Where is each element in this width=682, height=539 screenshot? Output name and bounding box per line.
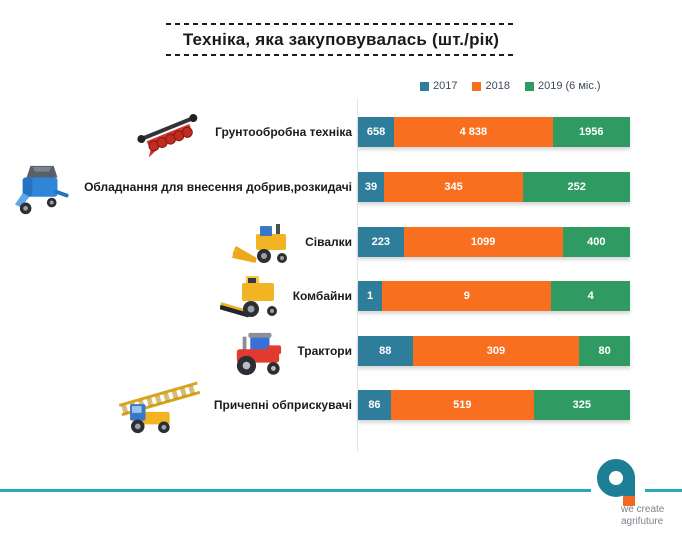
tagline-line2: agrifuture (621, 515, 664, 527)
segment-value: 252 (567, 181, 586, 193)
trailed-sprayer-icon (115, 379, 205, 437)
bar-segment-2017 (358, 227, 404, 257)
chart-row-combines (0, 281, 682, 311)
combine-icon (220, 274, 284, 324)
disc-harrow-icon (134, 112, 206, 158)
bar-segment-2018 (413, 336, 580, 366)
row-label-cell (0, 390, 352, 420)
chart-row-fertilizer-spreaders (0, 172, 682, 202)
bar-segment-2019 (563, 227, 630, 257)
bar-segment-2018 (404, 227, 563, 257)
chart-row-tractors (0, 336, 682, 366)
tagline-line1: we create (621, 504, 665, 515)
tractor-icon (228, 329, 288, 379)
segment-value: 39 (364, 181, 378, 193)
legend-label-2019: 2019 (6 міс.) (537, 80, 601, 92)
chart-row-soil-equipment (0, 117, 682, 147)
bar-segment-2018 (394, 117, 552, 147)
bar-segment-2017 (358, 281, 382, 311)
segment-value: 1956 (579, 126, 604, 138)
category-label: Причепні обприскувачі (213, 398, 352, 412)
legend-swatch-2017 (420, 82, 429, 91)
logo-box (591, 455, 645, 511)
bar-segment-2018 (382, 281, 551, 311)
segment-value: 4 838 (459, 126, 488, 138)
category-label: Сівалки (305, 235, 352, 249)
category-label: Обладнання для внесення добрив,розкидачі (84, 180, 352, 194)
segment-value: 86 (368, 399, 381, 411)
stacked-bar (358, 117, 630, 147)
category-label: Комбайни (292, 289, 352, 303)
stacked-bar (358, 172, 630, 202)
legend-swatch-2018 (472, 82, 481, 91)
segment-value: 345 (444, 181, 463, 193)
agrifuture-logo-icon (597, 458, 639, 508)
category-label: Трактори (297, 344, 352, 358)
bar-segment-2019 (534, 390, 630, 420)
legend (420, 80, 601, 92)
bar-segment-2018 (384, 172, 523, 202)
chart-row-seeders (0, 227, 682, 257)
segment-value: 1099 (470, 236, 496, 248)
stacked-bar (358, 281, 630, 311)
logo-tagline (621, 504, 664, 527)
legend-item-2017 (420, 80, 457, 92)
seeder-icon (232, 222, 296, 268)
segment-value: 9 (463, 290, 470, 302)
legend-label-2018: 2018 (485, 80, 510, 92)
bar-segment-2018 (391, 390, 534, 420)
footer-divider-line (0, 489, 682, 492)
row-label-cell (0, 281, 352, 311)
fertilizer-spreader-icon (11, 162, 75, 218)
stacked-bar (358, 227, 630, 257)
bar-segment-2019 (551, 281, 630, 311)
legend-item-2019 (525, 80, 601, 92)
segment-value: 223 (371, 236, 390, 248)
bar-segment-2017 (358, 336, 413, 366)
row-label-cell (0, 336, 352, 366)
category-label: Грунтообробна техніка (215, 125, 352, 139)
segment-value: 400 (587, 236, 606, 248)
stacked-bar (358, 336, 630, 366)
stacked-bar (358, 390, 630, 420)
row-label-cell (0, 117, 352, 147)
segment-value: 4 (587, 290, 594, 302)
row-label-cell (0, 227, 352, 257)
segment-value: 325 (572, 399, 592, 411)
segment-value: 658 (366, 126, 386, 138)
segment-value: 519 (453, 399, 472, 411)
segment-value: 309 (486, 345, 506, 357)
bar-segment-2017 (358, 390, 391, 420)
bar-segment-2017 (358, 117, 394, 147)
chart-row-trailed-sprayers (0, 390, 682, 420)
segment-value: 88 (379, 345, 392, 357)
page-title: Техніка, яка закуповувалась (шт./рік) (182, 30, 500, 49)
bar-segment-2019 (523, 172, 630, 202)
title-dash-bottom (166, 54, 516, 56)
bar-segment-2019 (579, 336, 630, 366)
legend-swatch-2019 (525, 82, 534, 91)
bar-segment-2017 (358, 172, 384, 202)
bar-segment-2019 (553, 117, 630, 147)
legend-item-2018 (472, 80, 509, 92)
title-block (0, 23, 682, 56)
row-label-cell (0, 172, 352, 202)
segment-value: 80 (598, 345, 611, 357)
legend-label-2017: 2017 (433, 80, 458, 92)
segment-value: 1 (367, 290, 374, 302)
